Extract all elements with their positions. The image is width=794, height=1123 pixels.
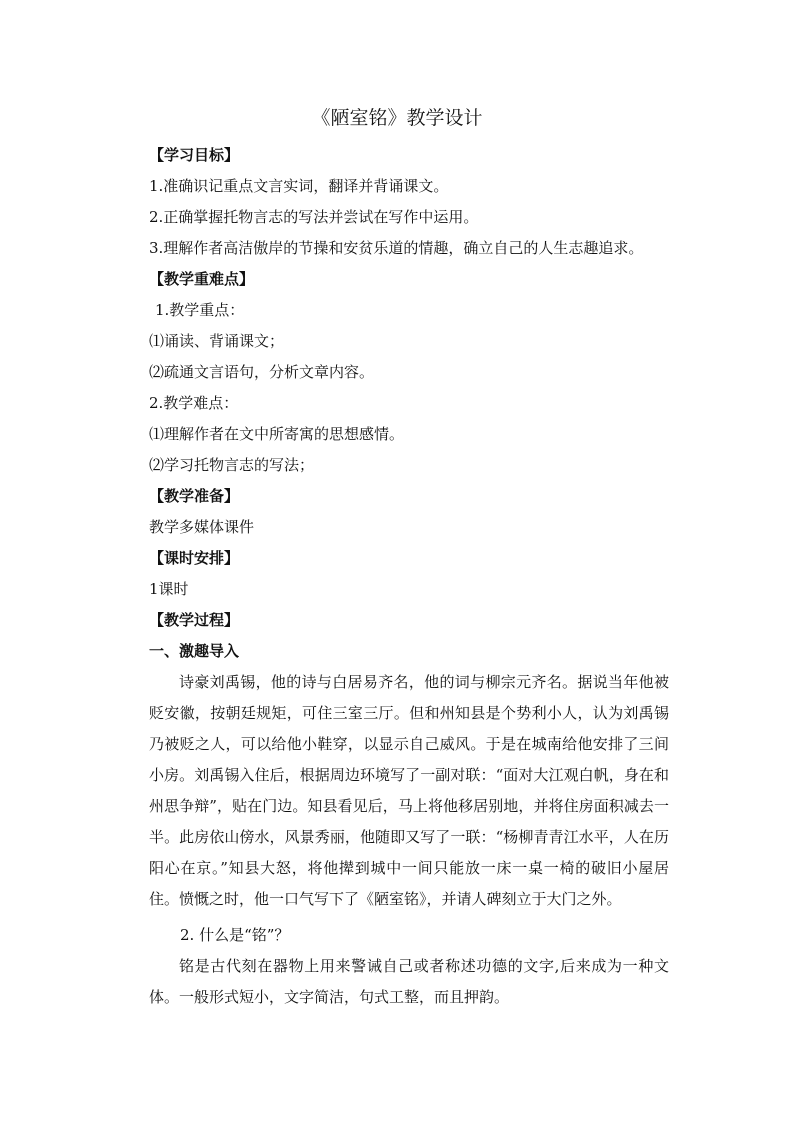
schedule-text: 1课时 [149, 580, 189, 598]
process-subheading-ming: 2. 什么是“铭”？ [180, 926, 290, 944]
document-title: 《陋室铭》教学设计 [311, 107, 483, 129]
process-subheading-intro: 一、激趣导入 [149, 642, 240, 660]
section-heading-schedule: 【课时安排】 [149, 549, 240, 567]
objective-item-2: 2.正确掌握托物言志的写法并尝试在写作中运用。 [149, 208, 479, 226]
preparation-text: 教学多媒体课件 [149, 518, 255, 536]
difficulty-item-2: ⑵学习托物言志的写法； [149, 456, 315, 474]
difficulty-item-1: ⑴理解作者在文中所寄寓的思想感情。 [149, 425, 405, 443]
difficulty-heading: 2.教学难点： [149, 394, 239, 412]
objective-item-3: 3.理解作者高洁傲岸的节操和安贫乐道的情趣，确立自己的人生志趣追求。 [149, 239, 644, 257]
key-point-item-2: ⑵疏通文言语句，分析文章内容。 [149, 363, 375, 381]
intro-paragraph: 诗豪刘禹锡，他的诗与白居易齐名，他的词与柳宗元齐名。据说当年他被贬安徽，按朝廷规矩，可住三室三厅。但和州知县是个势利小人，认为刘禹锡乃被贬之人，可以给他小鞋穿，以显示自己威风。于是在城南给他安排了三间小房。刘禹锡入住后，根据周边环境写了一副对联：“面对大江观白帆，身在和州思争辩”，贴在门边。知县看见后，马上将他移居别地，并将住房面积减去一半。此房依山傍水，风景秀丽，他随即又写了一联：“杨柳青青江水平，人在历阳心在京。”知县大怒，将他撵到城中一间只能放一床一桌一椅的破旧小屋居住。愤慨之时，他一口气写下了《陋室铭》，并请人碑刻立于大门之外。 [149, 673, 669, 908]
key-point-item-1: ⑴诵读、背诵课文； [149, 332, 285, 350]
section-heading-objectives: 【学习目标】 [149, 146, 240, 164]
ming-paragraph: 铭是古代刻在器物上用来警诫自己或者称述功德的文字,后来成为一种文体。一般形式短小，文字简洁，句式工整，而且押韵。 [149, 957, 669, 1006]
section-heading-key-points: 【教学重难点】 [149, 270, 255, 288]
objective-item-1: 1.准确识记重点文言实词，翻译并背诵课文。 [149, 177, 449, 195]
key-point-heading: 1.教学重点： [155, 301, 245, 319]
section-heading-process: 【教学过程】 [149, 611, 240, 629]
section-heading-preparation: 【教学准备】 [149, 487, 240, 505]
